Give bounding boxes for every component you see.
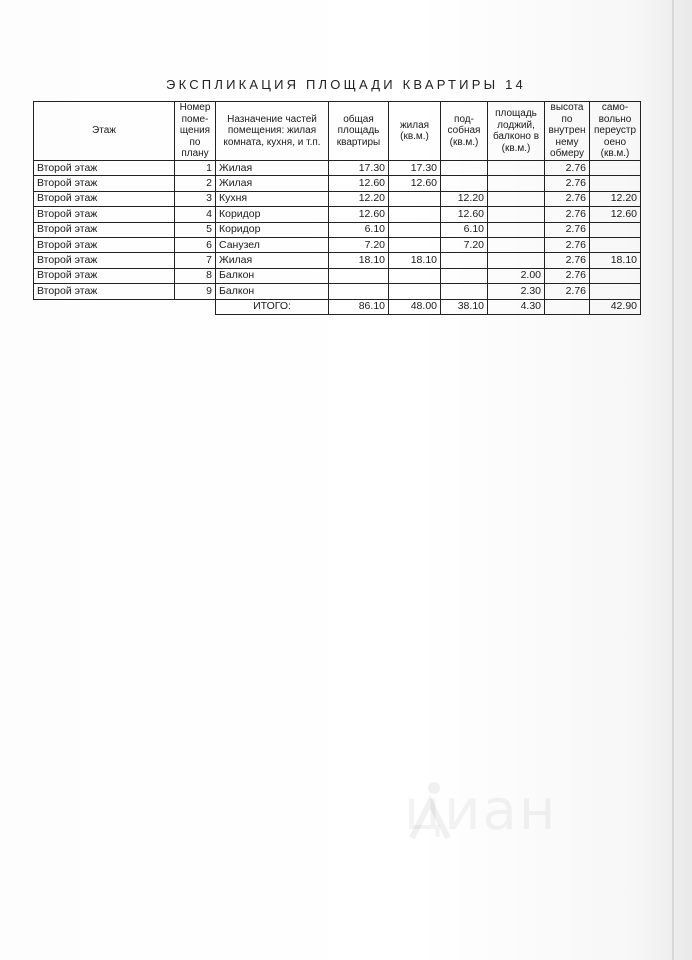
cell-living-area: 12.60 <box>389 176 441 191</box>
cell-total-area <box>329 268 389 283</box>
cell-balcony-area: 2.30 <box>488 284 545 299</box>
header-auxiliary-area: под-собная (кв.м.) <box>441 102 488 161</box>
cell-floor: Второй этаж <box>34 207 175 222</box>
table-header-row <box>34 102 641 161</box>
header-height: высота по внутрен нему обмеру <box>545 102 590 161</box>
totals-label: ИТОГО: <box>216 299 329 314</box>
totals-auxiliary-area: 38.10 <box>441 299 488 314</box>
cell-self-rebuilt <box>590 237 641 252</box>
header-self-rebuilt: само-вольно переустр оено (кв.м.) <box>590 102 641 161</box>
cell-purpose: Балкон <box>216 268 329 283</box>
header-balcony-area: площадь лоджий, балконо в (кв.м.) <box>488 102 545 161</box>
cell-room-number: 6 <box>175 237 216 252</box>
cell-total-area: 18.10 <box>329 253 389 268</box>
header-floor: Этаж <box>34 102 175 161</box>
cell-height: 2.76 <box>545 268 590 283</box>
cell-self-rebuilt <box>590 176 641 191</box>
cell-height: 2.76 <box>545 176 590 191</box>
cell-living-area <box>389 237 441 252</box>
cell-auxiliary-area: 6.10 <box>441 222 488 237</box>
cell-height: 2.76 <box>545 284 590 299</box>
cell-auxiliary-area <box>441 268 488 283</box>
cell-total-area <box>329 284 389 299</box>
table-row <box>34 222 641 237</box>
table-body <box>34 161 641 300</box>
cell-total-area: 7.20 <box>329 237 389 252</box>
cell-room-number: 8 <box>175 268 216 283</box>
totals-total-area: 86.10 <box>329 299 389 314</box>
cell-total-area: 12.60 <box>329 176 389 191</box>
cell-living-area <box>389 207 441 222</box>
cell-auxiliary-area: 12.20 <box>441 191 488 206</box>
cell-self-rebuilt: 12.20 <box>590 191 641 206</box>
header-total-area: общая площадь квартиры <box>329 102 389 161</box>
cell-room-number: 4 <box>175 207 216 222</box>
cell-height: 2.76 <box>545 191 590 206</box>
cell-living-area <box>389 222 441 237</box>
cell-self-rebuilt <box>590 222 641 237</box>
totals-height <box>545 299 590 314</box>
table-row <box>34 207 641 222</box>
table-row <box>34 284 641 299</box>
totals-empty-cell <box>175 299 216 314</box>
cell-auxiliary-area <box>441 253 488 268</box>
cell-floor: Второй этаж <box>34 191 175 206</box>
cell-balcony-area <box>488 176 545 191</box>
cell-floor: Второй этаж <box>34 284 175 299</box>
watermark-text <box>404 778 557 843</box>
explication-table <box>33 101 641 315</box>
cell-living-area <box>389 284 441 299</box>
cell-auxiliary-area <box>441 284 488 299</box>
cell-self-rebuilt <box>590 284 641 299</box>
cell-purpose: Коридор <box>216 222 329 237</box>
cell-floor: Второй этаж <box>34 176 175 191</box>
cell-auxiliary-area <box>441 176 488 191</box>
cell-purpose: Балкон <box>216 284 329 299</box>
cell-purpose: Жилая <box>216 253 329 268</box>
cell-living-area: 18.10 <box>389 253 441 268</box>
cell-room-number: 7 <box>175 253 216 268</box>
table-row <box>34 176 641 191</box>
cell-room-number: 9 <box>175 284 216 299</box>
totals-row <box>34 299 641 314</box>
cell-floor: Второй этаж <box>34 161 175 176</box>
totals-empty-cell <box>34 299 175 314</box>
cell-self-rebuilt: 18.10 <box>590 253 641 268</box>
cell-floor: Второй этаж <box>34 253 175 268</box>
cell-room-number: 5 <box>175 222 216 237</box>
cell-balcony-area <box>488 207 545 222</box>
table-row <box>34 268 641 283</box>
table-row <box>34 191 641 206</box>
cell-height: 2.76 <box>545 207 590 222</box>
cell-auxiliary-area <box>441 161 488 176</box>
cell-balcony-area <box>488 253 545 268</box>
cell-self-rebuilt: 12.60 <box>590 207 641 222</box>
cell-purpose: Коридор <box>216 207 329 222</box>
cell-total-area: 12.60 <box>329 207 389 222</box>
cell-auxiliary-area: 7.20 <box>441 237 488 252</box>
cell-balcony-area <box>488 191 545 206</box>
cell-purpose: Санузел <box>216 237 329 252</box>
cell-room-number: 1 <box>175 161 216 176</box>
cell-living-area <box>389 268 441 283</box>
header-room-number: Номер поме-щения по плану <box>175 102 216 161</box>
cell-balcony-area <box>488 237 545 252</box>
cell-living-area <box>389 191 441 206</box>
cell-balcony-area: 2.00 <box>488 268 545 283</box>
cell-total-area: 6.10 <box>329 222 389 237</box>
cell-purpose: Жилая <box>216 176 329 191</box>
cell-floor: Второй этаж <box>34 222 175 237</box>
cell-purpose: Кухня <box>216 191 329 206</box>
cell-room-number: 2 <box>175 176 216 191</box>
cell-auxiliary-area: 12.60 <box>441 207 488 222</box>
cell-living-area: 17.30 <box>389 161 441 176</box>
cell-purpose: Жилая <box>216 161 329 176</box>
table-row <box>34 161 641 176</box>
cell-total-area: 17.30 <box>329 161 389 176</box>
document-title: ЭКСПЛИКАЦИЯ ПЛОЩАДИ КВАРТИРЫ 14 <box>166 77 526 92</box>
cell-height: 2.76 <box>545 253 590 268</box>
page-edge-shadow <box>672 0 674 960</box>
table-row <box>34 237 641 252</box>
cell-balcony-area <box>488 222 545 237</box>
cell-height: 2.76 <box>545 237 590 252</box>
cell-room-number: 3 <box>175 191 216 206</box>
cell-floor: Второй этаж <box>34 268 175 283</box>
header-living-area: жилая (кв.м.) <box>389 102 441 161</box>
cell-height: 2.76 <box>545 222 590 237</box>
cell-self-rebuilt <box>590 161 641 176</box>
totals-balcony-area: 4.30 <box>488 299 545 314</box>
totals-self-rebuilt: 42.90 <box>590 299 641 314</box>
cell-balcony-area <box>488 161 545 176</box>
table-row <box>34 253 641 268</box>
cell-floor: Второй этаж <box>34 237 175 252</box>
cell-self-rebuilt <box>590 268 641 283</box>
cell-total-area: 12.20 <box>329 191 389 206</box>
header-purpose: Назначение частей помещения: жилая комната, кухня, и т.п. <box>216 102 329 161</box>
totals-living-area: 48.00 <box>389 299 441 314</box>
cell-height: 2.76 <box>545 161 590 176</box>
